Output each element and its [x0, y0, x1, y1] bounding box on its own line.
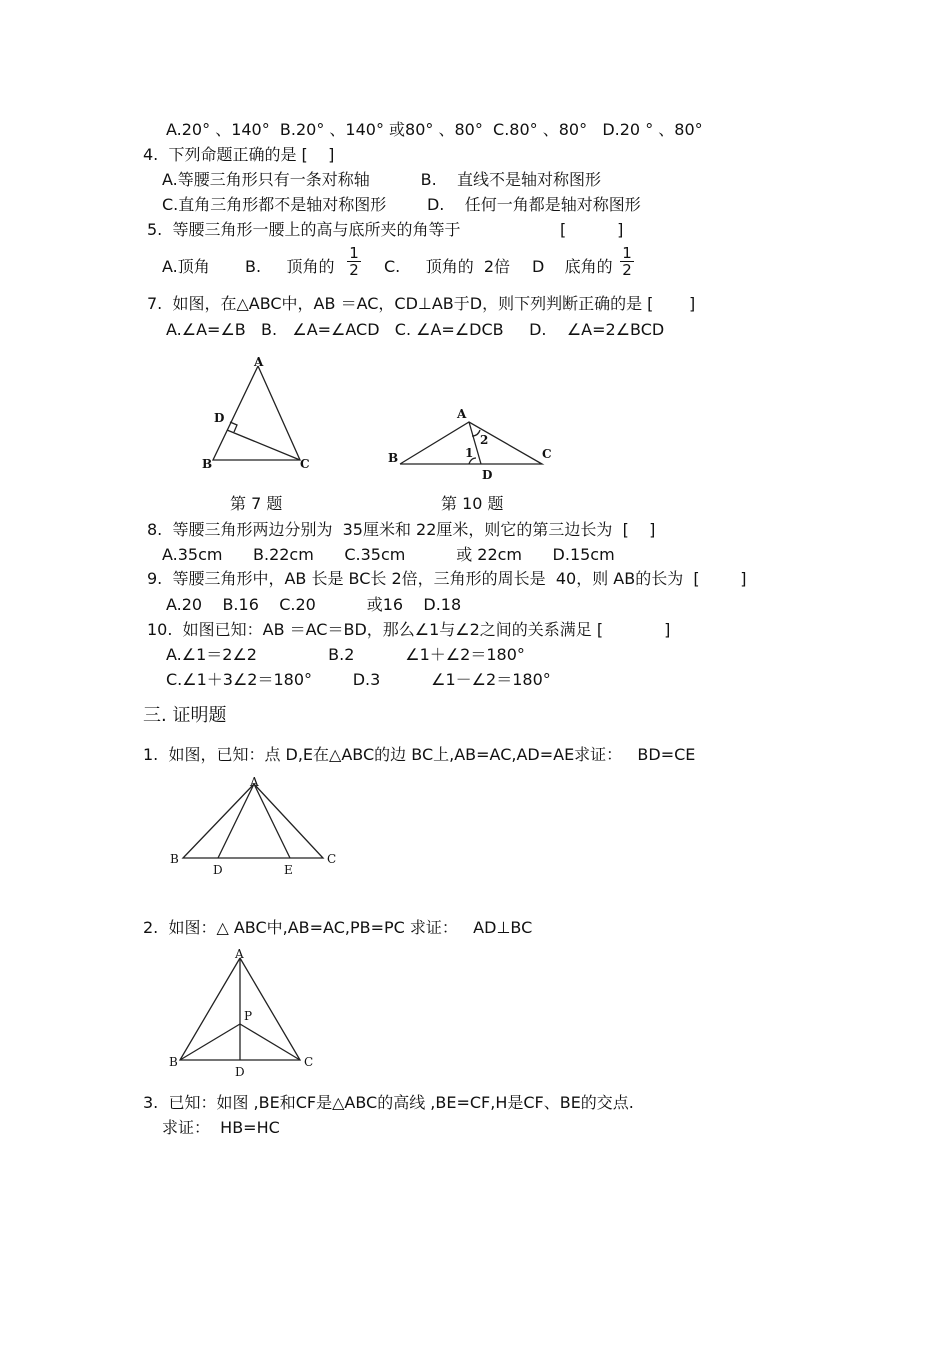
proof-2-stem: 2. 如图：△ ABC中,AB=AC,PB=PC 求证： AD⊥BC — [143, 918, 533, 937]
label-a: A — [457, 407, 467, 421]
label-b: B — [169, 1055, 178, 1069]
q4-options-line2: C.直角三角形都不是轴对称图形 D. 任何一角都是轴对称图形 — [162, 195, 641, 214]
label-a: A — [235, 947, 244, 961]
section-3-title: 三. 证明题 — [143, 705, 227, 726]
q3-options: A.20° 、140° B.20° 、140° 或80° 、80° C.80° 、80° D.20 ° 、80° — [166, 120, 703, 139]
label-p: P — [244, 1009, 253, 1023]
label-c: C — [327, 852, 337, 866]
q7-options: A.∠A=∠B B. ∠A=∠ACD C. ∠A=∠DCB D. ∠A=2∠BCD — [166, 320, 665, 339]
figure-7-triangle — [190, 350, 320, 475]
q5-option-c: C. 顶角的 2倍 — [384, 257, 511, 276]
label-d: D — [213, 863, 223, 877]
proof-2-figure — [160, 944, 325, 1084]
q10-options-line2: C.∠1＋3∠2＝180° D.3 ∠1－∠2＝180° — [166, 670, 551, 689]
q9-options: A.20 B.16 C.20 或16 D.18 — [166, 595, 462, 614]
figure-10-caption: 第 10 题 — [441, 494, 504, 513]
label-d: D — [235, 1065, 245, 1079]
q8-options: A.35cm B.22cm C.35cm 或 22cm D.15cm — [162, 545, 615, 564]
label-angle-1: 1 — [465, 446, 474, 460]
label-a: A — [254, 355, 264, 369]
label-b: B — [202, 457, 213, 471]
q4-stem: 4. 下列命题正确的是 [ ] — [143, 145, 335, 164]
label-d: D — [482, 468, 493, 482]
label-b: B — [170, 852, 179, 866]
figure-7-caption: 第 7 题 — [230, 494, 283, 513]
q5-option-a: A.顶角 — [162, 257, 210, 276]
proof-1-figure — [165, 772, 345, 882]
fraction-numerator: 1 — [620, 245, 634, 262]
label-c: C — [542, 447, 552, 461]
label-angle-2: 2 — [480, 433, 489, 447]
segment-pb — [180, 1024, 240, 1060]
q9-stem: 9. 等腰三角形中，AB 长是 BC长 2倍，三角形的周长是 40，则 AB的长为 [ ] — [147, 569, 747, 588]
q5-fraction-half-b — [347, 245, 361, 278]
q5-answer-bracket: [ ] — [560, 220, 624, 239]
q10-stem: 10. 如图已知：AB ＝AC＝BD，那么∠1与∠2之间的关系满足 [ ] — [147, 620, 671, 639]
figure-10-triangle — [385, 400, 560, 485]
fraction-numerator: 1 — [347, 245, 361, 262]
triangle-abc — [183, 784, 323, 858]
fraction-denominator: 2 — [349, 261, 359, 279]
proof-3-to-prove: 求证： HB=HC — [162, 1118, 280, 1137]
q8-stem: 8. 等腰三角形两边分别为 35厘米和 22厘米，则它的第三边长为 [ ] — [147, 520, 656, 539]
q10-options-line1: A.∠1＝2∠2 B.2 ∠1＋∠2＝180° — [166, 645, 525, 664]
label-c: C — [304, 1055, 314, 1069]
q4-options-line1: A.等腰三角形只有一条对称轴 B. 直线不是轴对称图形 — [162, 170, 602, 189]
q7-stem: 7. 如图，在△ABC中，AB ＝AC，CD⊥AB于D，则下列判断正确的是 [ ] — [147, 294, 696, 313]
q5-fraction-half-d — [620, 245, 634, 278]
q5-option-d: D 底角的 — [532, 257, 613, 276]
segment-ad — [218, 784, 254, 858]
q5-stem: 5. 等腰三角形一腰上的高与底所夹的角等于 — [147, 220, 461, 239]
label-a: A — [250, 775, 259, 789]
q5-option-b: B. 顶角的 — [245, 257, 335, 276]
fraction-denominator: 2 — [622, 261, 632, 279]
proof-1-stem: 1. 如图，已知：点 D,E在△ABC的边 BC上,AB=AC,AD=AE求证： BD=CE — [143, 745, 696, 764]
label-d: D — [214, 411, 225, 425]
triangle-abc — [213, 366, 300, 460]
segment-ae — [254, 784, 290, 858]
proof-3-stem: 3. 已知：如图 ,BE和CF是△ABC的高线 ,BE=CF,H是CF、BE的交点. — [143, 1093, 634, 1112]
label-c: C — [300, 457, 310, 471]
label-b: B — [388, 451, 399, 465]
segment-pc — [240, 1024, 300, 1060]
label-e: E — [284, 863, 293, 877]
